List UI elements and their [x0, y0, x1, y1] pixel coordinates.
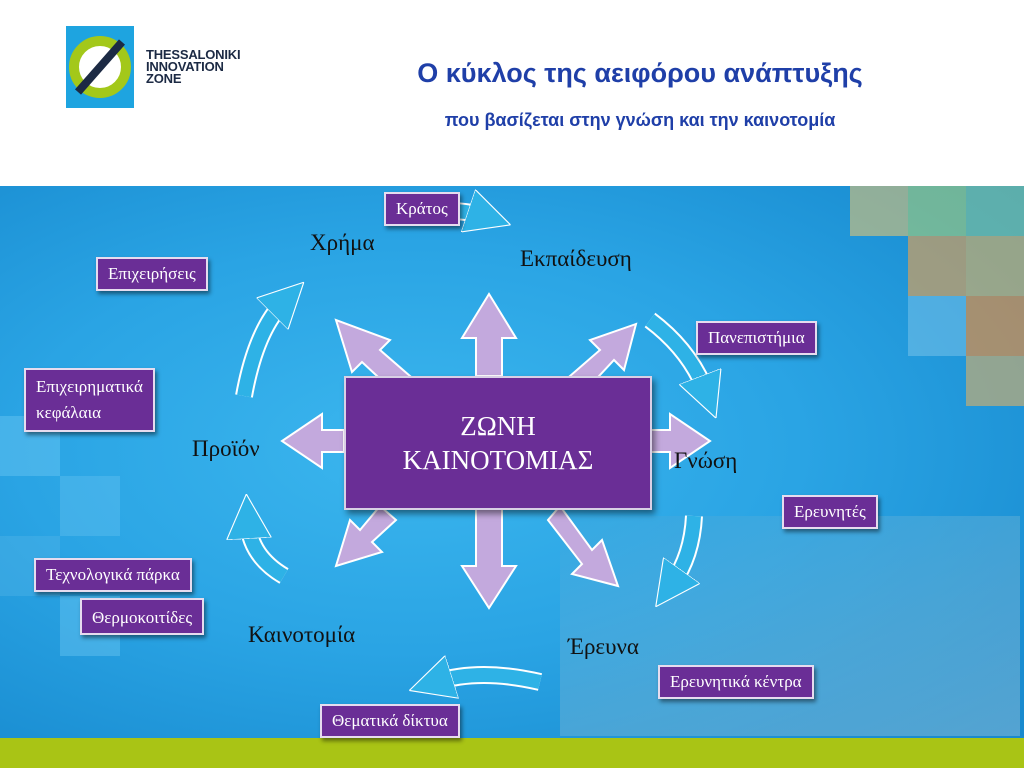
box-research-centers: Ερευνητικά κέντρα [658, 665, 814, 699]
radial-arrow-down [462, 506, 516, 608]
box-venture-capital-line: κεφάλαια [36, 403, 102, 422]
node-innovation: Καινοτομία [248, 622, 356, 647]
box-universities: Πανεπιστήμια [696, 321, 817, 355]
center-label-line: ΚΑΙΝΟΤΟΜΙΑΣ [402, 445, 594, 475]
box-incubators: Θερμοκοιτίδες [80, 598, 204, 635]
node-product: Προϊόν [192, 436, 260, 461]
box-venture-capital-line: Επιχειρηματικά [36, 377, 143, 396]
box-tech-parks: Τεχνολογικά πάρκα [34, 558, 192, 592]
box-researchers: Ερευνητές [782, 495, 878, 529]
box-businesses: Επιχειρήσεις [96, 257, 208, 291]
node-knowledge: Γνώση [674, 448, 738, 473]
logo-line: ZONE [146, 71, 182, 86]
page-subtitle: που βασίζεται στην γνώση και την καινοτομία [444, 110, 836, 130]
center-label-line: ΖΩΝΗ [460, 411, 536, 441]
radial-arrow-up [462, 294, 516, 376]
box-venture-capital [24, 368, 155, 432]
box-thematic-networks: Θεματικά δίκτυα [320, 704, 460, 738]
logo-line: THESSALONIKI [146, 47, 241, 62]
radial-arrow-left [282, 414, 344, 468]
radial-arrow-lower-left [336, 506, 396, 566]
page-title: Ο κύκλος της αειφόρου ανάπτυξης [417, 58, 863, 88]
logo-line: INNOVATION [146, 59, 224, 74]
box-state: Κράτος [384, 192, 460, 226]
node-research: Έρευνα [568, 634, 639, 659]
radial-arrow-lower-right [548, 506, 618, 586]
innovation-zone-center-box [344, 376, 652, 510]
node-education: Εκπαίδευση [520, 246, 632, 271]
node-money: Χρήμα [310, 230, 375, 255]
